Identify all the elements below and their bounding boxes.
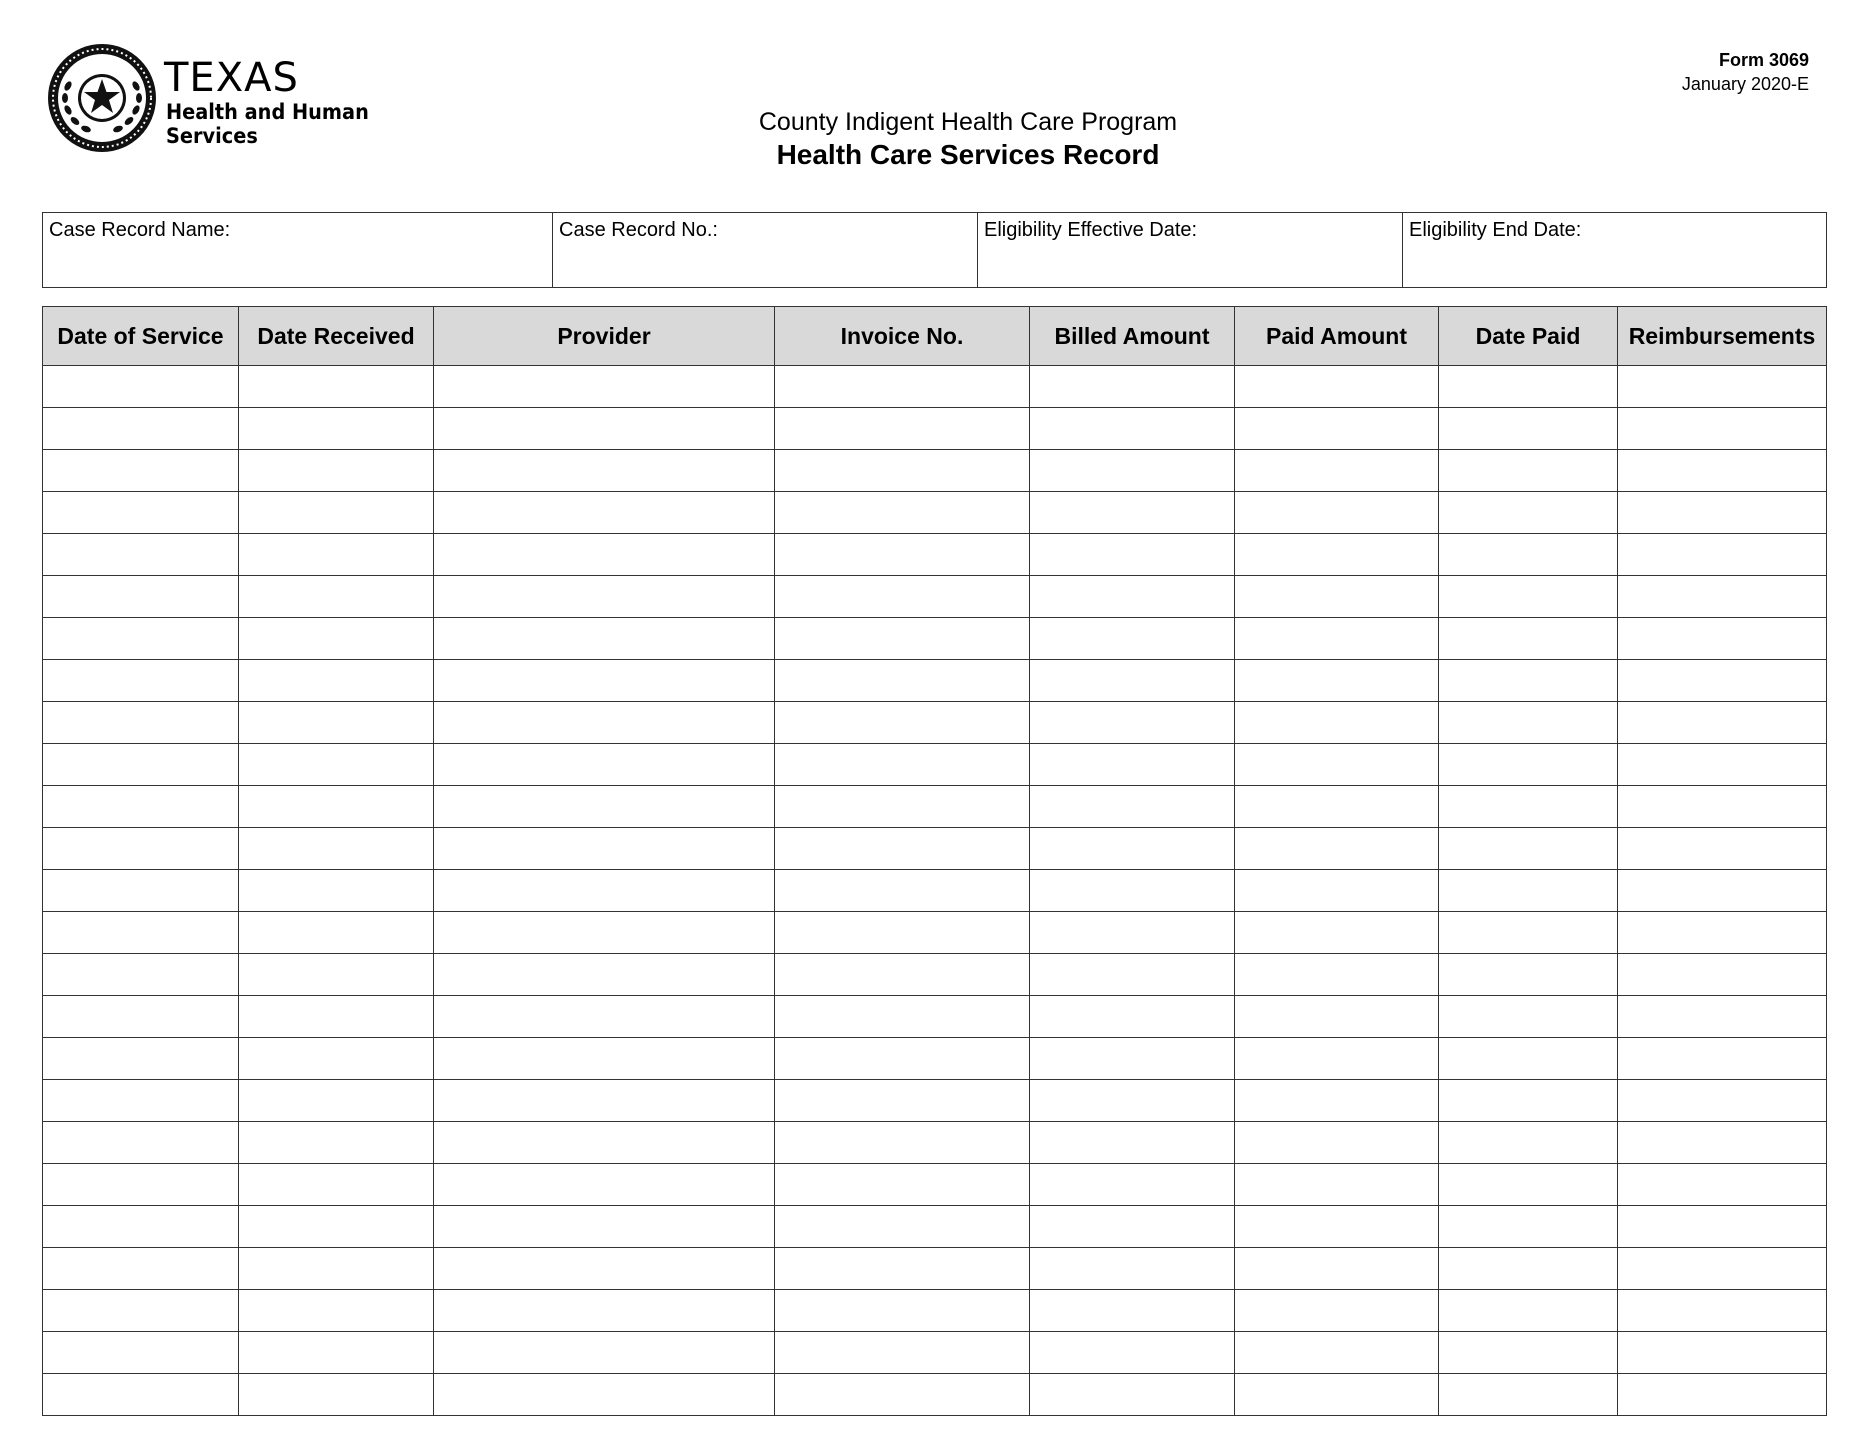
cell-invoice-no[interactable] (775, 1248, 1030, 1290)
cell-invoice-no[interactable] (775, 660, 1030, 702)
cell-invoice-no[interactable] (775, 996, 1030, 1038)
cell-invoice-no[interactable] (775, 1332, 1030, 1374)
cell-date-received[interactable] (239, 576, 434, 618)
cell-provider[interactable] (434, 1290, 775, 1332)
cell-date-received[interactable] (239, 1038, 434, 1080)
cell-paid-amount[interactable] (1235, 576, 1439, 618)
cell-provider[interactable] (434, 786, 775, 828)
cell-date-received[interactable] (239, 408, 434, 450)
cell-billed-amount[interactable] (1030, 828, 1235, 870)
table-row (43, 1248, 1827, 1290)
form-revision: January 2020-E (1681, 74, 1809, 94)
table-row (43, 450, 1827, 492)
cell-provider[interactable] (434, 1080, 775, 1122)
form-number: Form 3069 (1718, 50, 1809, 70)
cell-date-paid[interactable] (1439, 1374, 1618, 1416)
cell-reimbursements[interactable] (1618, 786, 1827, 828)
agency-name: TEXAS (164, 55, 299, 101)
cell-date-received[interactable] (239, 828, 434, 870)
cell-date-paid[interactable] (1439, 450, 1618, 492)
cell-date-of-service[interactable] (43, 1122, 239, 1164)
column-header-date-paid: Date Paid (1439, 307, 1618, 366)
cell-reimbursements[interactable] (1618, 1080, 1827, 1122)
cell-date-of-service[interactable] (43, 1080, 239, 1122)
cell-billed-amount[interactable] (1030, 660, 1235, 702)
cell-date-paid[interactable] (1439, 1038, 1618, 1080)
cell-billed-amount[interactable] (1030, 366, 1235, 408)
cell-paid-amount[interactable] (1235, 1332, 1439, 1374)
cell-billed-amount[interactable] (1030, 954, 1235, 996)
cell-date-of-service[interactable] (43, 1290, 239, 1332)
cell-date-of-service[interactable] (43, 870, 239, 912)
cell-provider[interactable] (434, 618, 775, 660)
cell-reimbursements[interactable] (1618, 1374, 1827, 1416)
cell-reimbursements[interactable] (1618, 408, 1827, 450)
cell-billed-amount[interactable] (1030, 1164, 1235, 1206)
cell-reimbursements[interactable] (1618, 828, 1827, 870)
cell-invoice-no[interactable] (775, 1122, 1030, 1164)
table-row (43, 576, 1827, 618)
cell-provider[interactable] (434, 534, 775, 576)
cell-reimbursements[interactable] (1618, 1332, 1827, 1374)
cell-date-paid[interactable] (1439, 1290, 1618, 1332)
cell-date-received[interactable] (239, 660, 434, 702)
cell-provider[interactable] (434, 660, 775, 702)
cell-provider[interactable] (434, 1332, 775, 1374)
cell-date-received[interactable] (239, 702, 434, 744)
cell-date-received[interactable] (239, 1332, 434, 1374)
cell-date-received[interactable] (239, 618, 434, 660)
eligibility-end-date-field[interactable] (1403, 213, 1827, 288)
column-header-date-received: Date Received (239, 307, 434, 366)
cell-date-of-service[interactable] (43, 1206, 239, 1248)
column-header-date-of-service: Date of Service (43, 307, 239, 366)
cell-invoice-no[interactable] (775, 366, 1030, 408)
eligibility-end-date-label: Eligibility End Date: (1409, 219, 1582, 241)
cell-billed-amount[interactable] (1030, 1122, 1235, 1164)
cell-paid-amount[interactable] (1235, 660, 1439, 702)
cell-paid-amount[interactable] (1235, 744, 1439, 786)
cell-provider[interactable] (434, 828, 775, 870)
cell-date-received[interactable] (239, 1206, 434, 1248)
cell-paid-amount[interactable] (1235, 1374, 1439, 1416)
cell-paid-amount[interactable] (1235, 996, 1439, 1038)
cell-paid-amount[interactable] (1235, 1038, 1439, 1080)
table-row (43, 1122, 1827, 1164)
case-record-name-label: Case Record Name: (49, 219, 231, 241)
table-row (43, 1374, 1827, 1416)
cell-provider[interactable] (434, 1248, 775, 1290)
cell-date-paid[interactable] (1439, 660, 1618, 702)
cell-provider[interactable] (434, 954, 775, 996)
table-row (43, 1332, 1827, 1374)
cell-invoice-no[interactable] (775, 534, 1030, 576)
cell-date-of-service[interactable] (43, 828, 239, 870)
cell-billed-amount[interactable] (1030, 492, 1235, 534)
cell-reimbursements[interactable] (1618, 618, 1827, 660)
cell-paid-amount[interactable] (1235, 1080, 1439, 1122)
cell-invoice-no[interactable] (775, 408, 1030, 450)
cell-date-paid[interactable] (1439, 786, 1618, 828)
cell-date-received[interactable] (239, 1080, 434, 1122)
cell-reimbursements[interactable] (1618, 492, 1827, 534)
cell-provider[interactable] (434, 996, 775, 1038)
case-record-number-label: Case Record No.: (559, 219, 718, 241)
cell-date-received[interactable] (239, 870, 434, 912)
cell-billed-amount[interactable] (1030, 1374, 1235, 1416)
table-header-row (43, 307, 1827, 366)
cell-paid-amount[interactable] (1235, 702, 1439, 744)
cell-date-paid[interactable] (1439, 1164, 1618, 1206)
cell-reimbursements[interactable] (1618, 660, 1827, 702)
cell-provider[interactable] (434, 408, 775, 450)
cell-date-paid[interactable] (1439, 534, 1618, 576)
cell-provider[interactable] (434, 450, 775, 492)
cell-invoice-no[interactable] (775, 1080, 1030, 1122)
cell-date-of-service[interactable] (43, 702, 239, 744)
cell-date-of-service[interactable] (43, 1374, 239, 1416)
cell-invoice-no[interactable] (775, 1290, 1030, 1332)
cell-date-paid[interactable] (1439, 1206, 1618, 1248)
cell-billed-amount[interactable] (1030, 1080, 1235, 1122)
table-row (43, 1038, 1827, 1080)
table-row (43, 534, 1827, 576)
cell-date-received[interactable] (239, 744, 434, 786)
cell-date-of-service[interactable] (43, 996, 239, 1038)
cell-invoice-no[interactable] (775, 828, 1030, 870)
cell-date-received[interactable] (239, 1374, 434, 1416)
table-row (43, 1164, 1827, 1206)
cell-date-received[interactable] (239, 366, 434, 408)
cell-paid-amount[interactable] (1235, 912, 1439, 954)
table-row (43, 1080, 1827, 1122)
column-header-paid-amount: Paid Amount (1235, 307, 1439, 366)
cell-date-of-service[interactable] (43, 786, 239, 828)
cell-billed-amount[interactable] (1030, 618, 1235, 660)
table-row (43, 492, 1827, 534)
case-record-number-field[interactable] (553, 213, 978, 288)
cell-billed-amount[interactable] (1030, 1290, 1235, 1332)
program-name: County Indigent Health Care Program (758, 108, 1178, 136)
cell-reimbursements[interactable] (1618, 576, 1827, 618)
cell-date-received[interactable] (239, 912, 434, 954)
cell-provider[interactable] (434, 1206, 775, 1248)
cell-date-paid[interactable] (1439, 1332, 1618, 1374)
cell-provider[interactable] (434, 1122, 775, 1164)
cell-date-paid[interactable] (1439, 912, 1618, 954)
cell-provider[interactable] (434, 912, 775, 954)
cell-date-received[interactable] (239, 450, 434, 492)
cell-paid-amount[interactable] (1235, 450, 1439, 492)
cell-date-of-service[interactable] (43, 660, 239, 702)
cell-provider[interactable] (434, 744, 775, 786)
cell-date-of-service[interactable] (43, 1332, 239, 1374)
cell-reimbursements[interactable] (1618, 912, 1827, 954)
cell-provider[interactable] (434, 366, 775, 408)
cell-date-received[interactable] (239, 786, 434, 828)
cell-date-of-service[interactable] (43, 1038, 239, 1080)
cell-reimbursements[interactable] (1618, 996, 1827, 1038)
table-row (43, 828, 1827, 870)
cell-reimbursements[interactable] (1618, 1290, 1827, 1332)
eligibility-effective-date-field[interactable] (978, 213, 1403, 288)
cell-date-paid[interactable] (1439, 1248, 1618, 1290)
table-row (43, 366, 1827, 408)
case-record-name-field[interactable] (43, 213, 553, 288)
cell-date-received[interactable] (239, 1248, 434, 1290)
table-row (43, 996, 1827, 1038)
cell-date-paid[interactable] (1439, 366, 1618, 408)
form-title: Health Care Services Record (776, 139, 1160, 170)
cell-date-of-service[interactable] (43, 492, 239, 534)
cell-paid-amount[interactable] (1235, 366, 1439, 408)
cell-paid-amount[interactable] (1235, 1290, 1439, 1332)
cell-reimbursements[interactable] (1618, 1122, 1827, 1164)
cell-invoice-no[interactable] (775, 450, 1030, 492)
table-row (43, 618, 1827, 660)
table-row (43, 1290, 1827, 1332)
cell-reimbursements[interactable] (1618, 534, 1827, 576)
cell-date-paid[interactable] (1439, 408, 1618, 450)
cell-invoice-no[interactable] (775, 576, 1030, 618)
cell-billed-amount[interactable] (1030, 1206, 1235, 1248)
cell-provider[interactable] (434, 492, 775, 534)
column-header-provider: Provider (434, 307, 775, 366)
table-row (43, 408, 1827, 450)
cell-paid-amount[interactable] (1235, 1248, 1439, 1290)
cell-paid-amount[interactable] (1235, 1122, 1439, 1164)
cell-reimbursements[interactable] (1618, 1206, 1827, 1248)
cell-invoice-no[interactable] (775, 786, 1030, 828)
cell-provider[interactable] (434, 1038, 775, 1080)
table-row (43, 912, 1827, 954)
cell-billed-amount[interactable] (1030, 576, 1235, 618)
cell-date-of-service[interactable] (43, 534, 239, 576)
cell-paid-amount[interactable] (1235, 534, 1439, 576)
table-row (43, 660, 1827, 702)
column-header-invoice-no: Invoice No. (775, 307, 1030, 366)
cell-invoice-no[interactable] (775, 1374, 1030, 1416)
cell-date-paid[interactable] (1439, 744, 1618, 786)
cell-billed-amount[interactable] (1030, 534, 1235, 576)
case-info-row (43, 213, 1827, 288)
cell-date-paid[interactable] (1439, 702, 1618, 744)
cell-reimbursements[interactable] (1618, 744, 1827, 786)
agency-subname-line2: Services (166, 124, 258, 148)
cell-reimbursements[interactable] (1618, 450, 1827, 492)
cell-date-received[interactable] (239, 1122, 434, 1164)
table-row (43, 744, 1827, 786)
cell-date-of-service[interactable] (43, 954, 239, 996)
cell-date-of-service[interactable] (43, 576, 239, 618)
cell-paid-amount[interactable] (1235, 408, 1439, 450)
cell-provider[interactable] (434, 870, 775, 912)
cell-provider[interactable] (434, 576, 775, 618)
cell-date-of-service[interactable] (43, 450, 239, 492)
cell-date-of-service[interactable] (43, 912, 239, 954)
eligibility-effective-date-label: Eligibility Effective Date: (984, 219, 1198, 241)
table-row (43, 786, 1827, 828)
cell-provider[interactable] (434, 1374, 775, 1416)
cell-invoice-no[interactable] (775, 1038, 1030, 1080)
cell-date-of-service[interactable] (43, 1164, 239, 1206)
cell-invoice-no[interactable] (775, 912, 1030, 954)
cell-reimbursements[interactable] (1618, 870, 1827, 912)
cell-provider[interactable] (434, 702, 775, 744)
form-header (0, 106, 1864, 172)
cell-reimbursements[interactable] (1618, 1164, 1827, 1206)
cell-reimbursements[interactable] (1618, 954, 1827, 996)
cell-date-paid[interactable] (1439, 870, 1618, 912)
cell-date-received[interactable] (239, 1290, 434, 1332)
cell-reimbursements[interactable] (1618, 1248, 1827, 1290)
cell-date-of-service[interactable] (43, 744, 239, 786)
cell-date-paid[interactable] (1439, 1080, 1618, 1122)
cell-paid-amount[interactable] (1235, 828, 1439, 870)
cell-date-paid[interactable] (1439, 1122, 1618, 1164)
cell-date-received[interactable] (239, 954, 434, 996)
cell-billed-amount[interactable] (1030, 912, 1235, 954)
cell-paid-amount[interactable] (1235, 786, 1439, 828)
cell-date-paid[interactable] (1439, 576, 1618, 618)
cell-date-paid[interactable] (1439, 954, 1618, 996)
cell-reimbursements[interactable] (1618, 366, 1827, 408)
cell-paid-amount[interactable] (1235, 870, 1439, 912)
cell-billed-amount[interactable] (1030, 744, 1235, 786)
cell-date-paid[interactable] (1439, 492, 1618, 534)
cell-billed-amount[interactable] (1030, 450, 1235, 492)
table-row (43, 870, 1827, 912)
cell-invoice-no[interactable] (775, 870, 1030, 912)
cell-date-of-service[interactable] (43, 366, 239, 408)
cell-reimbursements[interactable] (1618, 1038, 1827, 1080)
cell-billed-amount[interactable] (1030, 702, 1235, 744)
case-info-table (42, 212, 1827, 288)
cell-provider[interactable] (434, 1164, 775, 1206)
cell-invoice-no[interactable] (775, 1206, 1030, 1248)
cell-reimbursements[interactable] (1618, 702, 1827, 744)
table-row (43, 1206, 1827, 1248)
cell-date-received[interactable] (239, 492, 434, 534)
cell-date-of-service[interactable] (43, 618, 239, 660)
cell-invoice-no[interactable] (775, 954, 1030, 996)
cell-date-of-service[interactable] (43, 408, 239, 450)
cell-billed-amount[interactable] (1030, 996, 1235, 1038)
cell-billed-amount[interactable] (1030, 1038, 1235, 1080)
table-row (43, 954, 1827, 996)
cell-date-received[interactable] (239, 1164, 434, 1206)
services-table (42, 306, 1827, 1416)
cell-billed-amount[interactable] (1030, 786, 1235, 828)
cell-date-received[interactable] (239, 996, 434, 1038)
table-row (43, 702, 1827, 744)
cell-invoice-no[interactable] (775, 1164, 1030, 1206)
cell-paid-amount[interactable] (1235, 492, 1439, 534)
cell-paid-amount[interactable] (1235, 1164, 1439, 1206)
agency-subname-line1: Health and Human (166, 100, 369, 124)
cell-invoice-no[interactable] (775, 618, 1030, 660)
column-header-billed-amount: Billed Amount (1030, 307, 1235, 366)
cell-date-paid[interactable] (1439, 996, 1618, 1038)
cell-invoice-no[interactable] (775, 492, 1030, 534)
column-header-reimbursements: Reimbursements (1618, 307, 1827, 366)
cell-billed-amount[interactable] (1030, 870, 1235, 912)
cell-billed-amount[interactable] (1030, 408, 1235, 450)
cell-invoice-no[interactable] (775, 744, 1030, 786)
form-identifier (1682, 48, 1809, 96)
cell-date-received[interactable] (239, 534, 434, 576)
cell-date-paid[interactable] (1439, 828, 1618, 870)
services-table-body (43, 366, 1827, 1416)
cell-invoice-no[interactable] (775, 702, 1030, 744)
cell-date-of-service[interactable] (43, 1248, 239, 1290)
cell-paid-amount[interactable] (1235, 954, 1439, 996)
cell-paid-amount[interactable] (1235, 618, 1439, 660)
cell-billed-amount[interactable] (1030, 1248, 1235, 1290)
cell-billed-amount[interactable] (1030, 1332, 1235, 1374)
cell-paid-amount[interactable] (1235, 1206, 1439, 1248)
cell-date-paid[interactable] (1439, 618, 1618, 660)
